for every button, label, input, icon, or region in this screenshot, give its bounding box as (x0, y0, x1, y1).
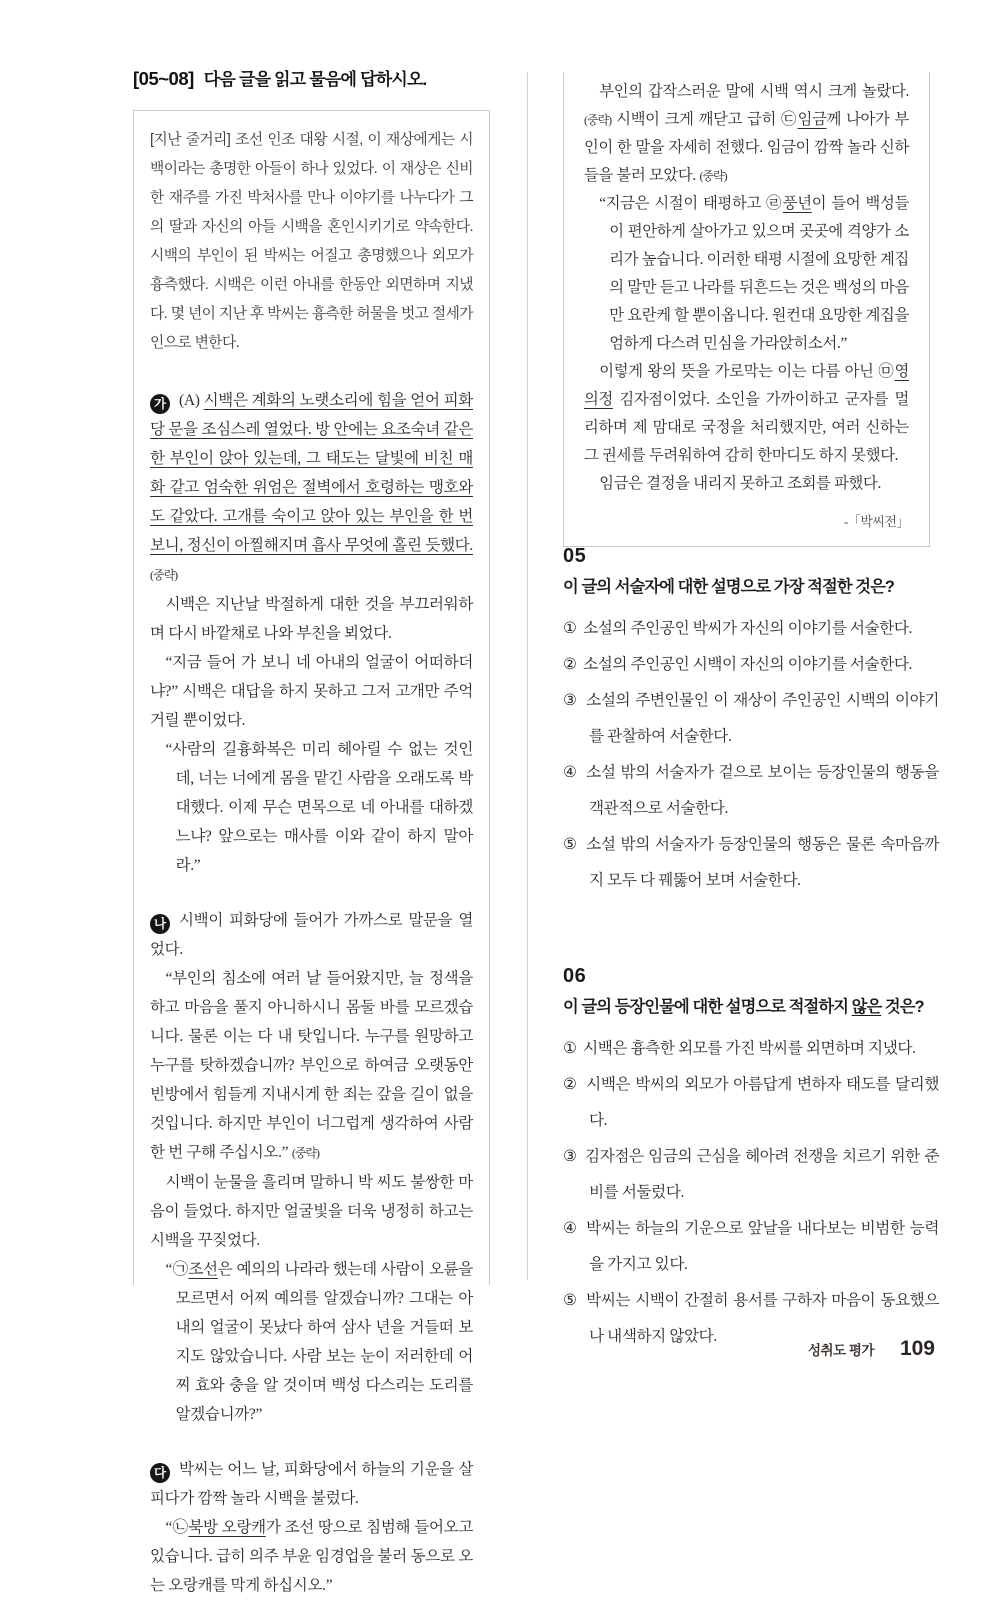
text-run: 김자점이었다. 소인을 가까이하고 군자를 멀리하며 제 맘대로 국정을 처리했지만, 여러 신하는 그 권세를 두려워하여 감히 한마디도 하지 못했다. (584, 391, 909, 464)
text-run: 께 나아가 부인이 한 말을 자세히 전했다. 임금이 깜짝 놀라 신하들을 불러 모았다. (584, 111, 909, 184)
passage-paragraph (150, 1513, 473, 1600)
passage-box-right (563, 72, 930, 547)
text-run: 이 글의 등장인물에 대한 설명으로 적절하지 (563, 998, 852, 1016)
option-number: ③ (563, 1148, 578, 1165)
option-item: ③ 소설의 주변인물인 이 재상이 주인공인 시백의 이야기를 관찰하여 서술한다. (563, 692, 939, 745)
text-run: 시백이 피화당에 들어가 가까스로 말문을 열었다. (150, 912, 473, 958)
passage-paragraph (150, 906, 473, 964)
text-run: 이렇게 왕의 뜻을 가로막는 이는 다름 아닌 ㉤ (599, 363, 895, 380)
question-set-header (133, 70, 426, 89)
underlined-text: 북방 오랑캐 (188, 1519, 266, 1536)
text-run: 이 들어 백성들이 편안하게 살아가고 있으며 곳곳에 격양가 소리가 높습니다. 이러한 태평 시절에 요망한 계집의 말만 듣고 나라를 뒤흔드는 것은 백성의 마음만 요란케 할 뿐이옵니다. 원컨대 요망한 계집을 엄하게 다스려 민심을 가라앉히소서.” (609, 195, 909, 352)
paragraph-marker: 다 (150, 1463, 170, 1483)
option-number: ⑤ (563, 1292, 579, 1309)
footer-section-label: 성취도 평가 (807, 1343, 874, 1358)
option-number: ① (563, 1040, 577, 1057)
question-number: 05 (563, 545, 587, 567)
passage-box-left (133, 110, 490, 1594)
question-instruction: 다음 글을 읽고 물음에 답하시오. (203, 70, 427, 89)
question-stem (563, 995, 939, 1019)
option-item: ① 소설의 주인공인 박씨가 자신의 이야기를 서술한다. (563, 620, 913, 637)
ellipsis-note: (중략) (150, 568, 178, 582)
passage-left-column (150, 386, 473, 1600)
text-run: 가 조선 땅으로 침범해 들어오고 있습니다. 급히 의주 부윤 임경업을 불러 동으로 오는 오랑캐를 막게 하십시오.” (150, 1519, 473, 1594)
option-number: ② (563, 656, 577, 673)
passage-paragraph (584, 78, 909, 190)
text-run: 이 글의 서술자에 대한 설명으로 가장 적절한 것은? (563, 578, 894, 596)
text-run: 임금은 결정을 내리지 못하고 조회를 파했다. (599, 475, 882, 492)
passage-right-column (584, 78, 909, 498)
options-list (563, 611, 939, 899)
option-number: ④ (563, 1220, 579, 1237)
passage-paragraph (584, 358, 909, 470)
option-item: ② 소설의 주인공인 시백이 자신의 이야기를 서술한다. (563, 656, 913, 673)
text-run: 부인의 갑작스러운 말에 시백 역시 크게 놀랐다. (599, 83, 909, 100)
text-run: 은 예의의 나라라 했는데 사람이 오륜을 모르면서 어찌 예의를 알겠습니까? 그대는 아내의 얼굴이 못났다 하여 삼사 년을 거들떠 보지도 않았습니다. 사람 보는 눈이 저러한데 어찌 효와 충을 알 것이며 백성 다스리는 도리를 알겠습니까?” (175, 1261, 473, 1423)
passage-paragraph (150, 648, 473, 735)
text-run: 시백은 지난날 박절하게 대한 것을 부끄러워하며 다시 바깥채로 나와 부친을 뵈었다. (150, 596, 473, 642)
paragraph-marker: 나 (150, 914, 170, 934)
question-range: [05~08] (133, 68, 194, 89)
option-item: ④ 박씨는 하늘의 기운으로 앞날을 내다보는 비범한 능력을 가지고 있다. (563, 1220, 939, 1273)
page-footer (808, 1338, 935, 1359)
text-run: (A) (179, 392, 204, 409)
option-item: ⑤ 소설 밖의 서술자가 등장인물의 행동은 물론 속마음까지 모두 다 꿰뚫어 보며 서술한다. (563, 836, 939, 889)
question-stem (563, 575, 939, 599)
option-number: ⑤ (563, 836, 579, 853)
passage-source: -「박씨전」 (843, 514, 909, 529)
text-run: 것은? (881, 998, 924, 1016)
underlined-text: 임금 (797, 111, 827, 128)
text-run: “부인의 침소에 여러 날 들어왔지만, 늘 정색을 하고 마음을 풀지 아니하시니 몸둘 바를 모르겠습니다. 물론 이는 다 내 탓입니다. 누구를 원망하고 누구를 탓하겠습니까? 부인으로 하여금 오랫동안 빈방에서 힘들게 지내시게 한 죄는 갚을 길이 없을 것입니다. 하지만 부인이 너그럽게 생각하여 사람 한 번 구해 주십시오.” (150, 970, 473, 1161)
underlined-text: 조선 (188, 1261, 218, 1278)
passage-paragraph (150, 1255, 473, 1429)
passage-paragraph (584, 470, 909, 498)
text-run: 박씨는 어느 날, 피화당에서 하늘의 기운을 살피다가 깜짝 놀라 시백을 불렀다. (150, 1461, 473, 1507)
option-item: ② 시백은 박씨의 외모가 아름답게 변하자 태도를 달리했다. (563, 1076, 939, 1129)
option-number: ① (563, 620, 577, 637)
question-06 (563, 966, 939, 1355)
option-item: ① 시백은 흉측한 외모를 가진 박씨를 외면하며 지냈다. (563, 1040, 916, 1057)
passage-paragraph (150, 1168, 473, 1255)
question-05 (563, 546, 939, 899)
passage-paragraph (150, 386, 473, 590)
text-run: 시백이 크게 깨닫고 급히 ㉢ (611, 111, 798, 128)
footer-page-number: 109 (899, 1337, 935, 1360)
option-number: ② (563, 1076, 579, 1093)
ellipsis-note: (중략) (291, 1146, 320, 1160)
text-run: “지금은 시절이 태평하고 ㉣ (599, 195, 783, 212)
text-run: “사람의 길흉화복은 미리 헤아릴 수 없는 것인데, 너는 너에게 몸을 맡긴 사람을 오래도록 박대했다. 이제 무슨 면목으로 네 아내를 대하겠느냐? 앞으로는 매사를 이와 같이 하지 말아라.” (165, 741, 473, 874)
text-run: “지금 들어 가 보니 네 아내의 얼굴이 어떠하더냐?” 시백은 대답을 하지 못하고 그저 고개만 주억거릴 뿐이었다. (150, 654, 473, 729)
column-divider (527, 72, 528, 1280)
option-item: ③ 김자점은 임금의 근심을 헤아려 전쟁을 치르기 위한 준비를 서둘렀다. (563, 1148, 939, 1201)
ellipsis-note: (중략) (584, 113, 612, 127)
question-number: 06 (563, 965, 587, 987)
option-number: ③ (563, 692, 579, 709)
option-item: ⑤ 박씨는 시백이 간절히 용서를 구하자 마음이 동요했으나 내색하지 않았다. (563, 1292, 939, 1345)
passage-summary: [지난 줄거리] 조선 인조 대왕 시절, 이 재상에게는 시백이라는 총명한 아들이 하나 있었다. 이 재상은 신비한 재주를 가진 박처사를 만나 이야기를 나누다가 그의 딸과 자신의 아들 시백을 혼인시키기로 약속한다. 시백의 부인이 된 박씨는 어질고 총명했으나 외모가 흉측했다. 시백은 이런 아내를 한동안 외면하며 지냈다. 몇 년이 지난 후 박씨는 흉측한 허물을 벗고 절세가인으로 변한다. (150, 132, 473, 351)
text-run: 시백이 눈물을 흘리며 말하니 박 씨도 불쌍한 마음이 들었다. 하지만 얼굴빛을 더욱 냉정히 하고는 시백을 꾸짖었다. (150, 1174, 473, 1249)
passage-paragraph (150, 1455, 473, 1513)
underlined-text: 않은 (851, 998, 882, 1016)
options-list (563, 1031, 939, 1355)
underlined-text: 풍년 (782, 195, 812, 212)
passage-paragraph (150, 590, 473, 648)
paragraph-marker: 가 (150, 394, 170, 414)
underlined-text: 시백은 계화의 노랫소리에 힘을 얻어 피화당 문을 조심스레 열었다. 방 안에는 요조숙녀 같은 한 부인이 앉아 있는데, 그 태도는 달빛에 비친 매화 같고 엄숙한 위엄은 절벽에서 호령하는 맹호와도 같았다. 고개를 숙이고 앉아 있는 부인을 한 번 보니, 정신이 아찔해지며 흡사 무엇에 홀린 듯했다. (150, 392, 473, 554)
underlined-text: 영의정 (584, 363, 909, 408)
option-item: ④ 소설 밖의 서술자가 겉으로 보이는 등장인물의 행동을 객관적으로 서술한다. (563, 764, 939, 817)
ellipsis-note: (중략) (699, 169, 727, 183)
passage-paragraph (584, 190, 909, 358)
text-run: “㉠ (165, 1261, 189, 1278)
text-run: “㉡ (165, 1519, 189, 1536)
passage-paragraph (150, 964, 473, 1168)
passage-paragraph (150, 735, 473, 880)
option-number: ④ (563, 764, 579, 781)
